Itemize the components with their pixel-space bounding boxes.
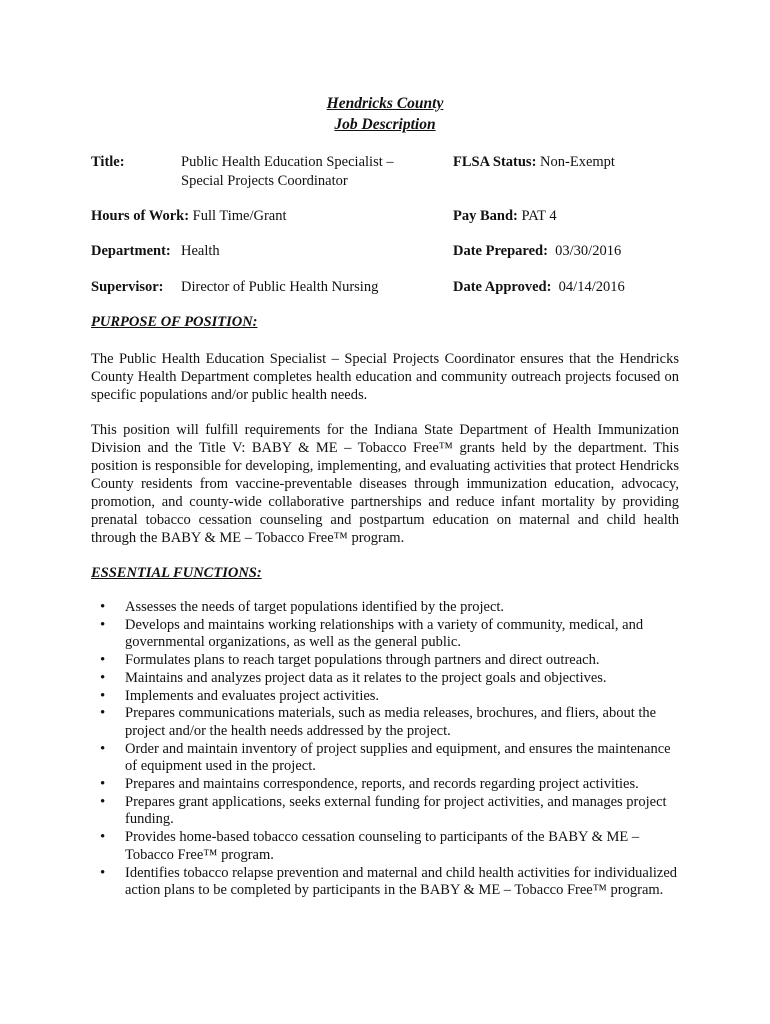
supervisor-value: Director of Public Health Nursing bbox=[181, 279, 379, 295]
org-title: Hendricks County bbox=[326, 95, 444, 112]
payband-label: Pay Band: bbox=[453, 208, 518, 224]
hours-of-work bbox=[91, 207, 287, 225]
date-approved bbox=[453, 278, 625, 296]
department-value: Health bbox=[181, 243, 220, 259]
list-item: • Implements and evaluates project activities. bbox=[91, 688, 681, 706]
list-item: • Maintains and analyzes project data as it relates to the project goals and objectives. bbox=[91, 670, 681, 688]
title-value-line1: Public Health Education Specialist – bbox=[181, 154, 394, 170]
pay-band bbox=[453, 207, 557, 225]
date-approved-label: Date Approved: bbox=[453, 279, 552, 295]
list-item: • Assesses the needs of target populations identified by the project. bbox=[91, 599, 681, 617]
title-value-line2: Special Projects Coordinator bbox=[181, 173, 348, 189]
flsa-value: Non-Exempt bbox=[540, 154, 615, 170]
date-prepared-label: Date Prepared: bbox=[453, 243, 548, 259]
list-item: • Order and maintain inventory of project supplies and equipment, and ensures the maintenance of equipment used in the project. bbox=[91, 741, 681, 776]
list-item: • Prepares communications materials, such as media releases, brochures, and fliers, about the project and/or the health needs addressed by the project. bbox=[91, 705, 681, 740]
list-item: • Develops and maintains working relationships with a variety of community, medical, and governmental organizations, as well as the general public. bbox=[91, 617, 681, 652]
date-prepared-value: 03/30/2016 bbox=[555, 243, 622, 259]
list-item: • Prepares grant applications, seeks external funding for project activities, and manages project funding. bbox=[91, 794, 681, 829]
payband-value: PAT 4 bbox=[521, 208, 557, 224]
purpose-paragraph-1: The Public Health Education Specialist – Special Projects Coordinator ensures that the Hendricks County Health Department completes health education and community outreach projects focused on specific populations and/or public health needs. bbox=[91, 351, 679, 403]
hours-label: Hours of Work: bbox=[91, 208, 190, 224]
list-item: • Prepares and maintains correspondence, reports, and records regarding project activities. bbox=[91, 776, 681, 794]
purpose-heading: PURPOSE OF POSITION: bbox=[91, 314, 258, 330]
essential-functions-heading: ESSENTIAL FUNCTIONS: bbox=[91, 565, 262, 581]
hours-value: Full Time/Grant bbox=[192, 208, 287, 224]
title-label: Title: bbox=[91, 154, 125, 170]
flsa-status bbox=[453, 153, 615, 171]
date-prepared bbox=[453, 242, 621, 260]
supervisor-label: Supervisor: bbox=[91, 279, 164, 295]
list-item: • Identifies tobacco relapse prevention and maternal and child health activities for individualized action plans to be completed by participants in the BABY & ME – Tobacco Free™ program. bbox=[91, 865, 681, 900]
essential-functions-list bbox=[91, 599, 681, 900]
department-label: Department: bbox=[91, 243, 171, 259]
flsa-label: FLSA Status: bbox=[453, 154, 537, 170]
list-item: • Formulates plans to reach target populations through partners and direct outreach. bbox=[91, 652, 681, 670]
doc-type-title: Job Description bbox=[334, 116, 436, 133]
list-item: • Provides home-based tobacco cessation counseling to participants of the BABY & ME – Tobacco Free™ program. bbox=[91, 829, 681, 864]
purpose-paragraph-2: This position will fulfill requirements for the Indiana State Department of Health Immunization Division and the Title V: BABY & ME – Tobacco Free™ grants held by the department. This position is responsible for developing, implementing, and evaluating activities that protect Hendricks County residents from vaccine-preventable diseases through immunization education, advocacy, promotion, and county-wide collaborative partnerships and reduce infant mortality by providing prenatal tobacco cessation counseling and postpartum education on maternal and child health through the BABY & ME – Tobacco Free™ program. bbox=[91, 422, 679, 546]
date-approved-value: 04/14/2016 bbox=[558, 279, 625, 295]
